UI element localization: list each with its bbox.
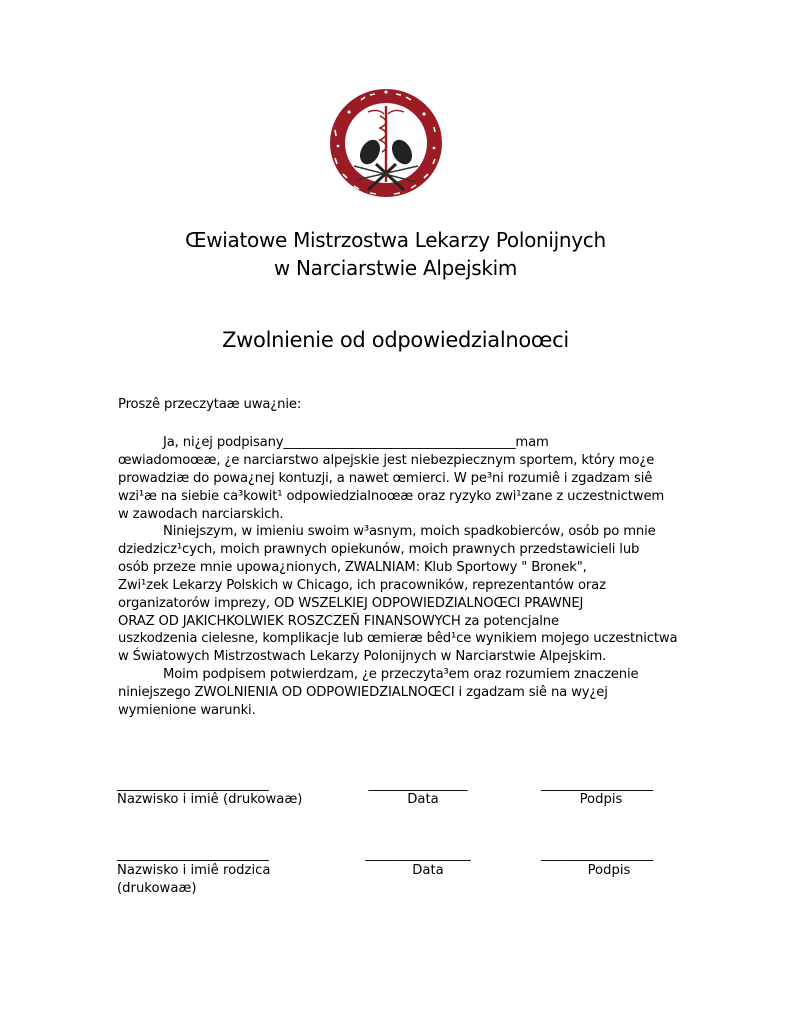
event-title-line-1: Œwiatowe Mistrzostwa Lekarzy Polonijnych — [185, 228, 606, 252]
parent-name-label: Nazwisko i imiê rodzica — [117, 863, 271, 878]
parent-name-label-2: (drukowaæ) — [117, 881, 197, 896]
paragraph-line: Moim podpisem potwierdzam, ¿e przeczyta³em oraz rozumiem znaczenie — [163, 667, 639, 682]
paragraph-line: uszkodzenia cielesne, komplikacje lub œmieræ bêd¹ce wynikiem mojego uczestnictwa — [118, 631, 678, 647]
paragraph-line: organizatorów imprezy, OD WSZELKIEJ ODPOWIEDZIALNOŒCI PRAWNEJ — [118, 595, 584, 611]
signature-date-label: Data — [407, 792, 439, 807]
club-logo — [326, 86, 446, 200]
paragraph-line: wzi¹æ na siebie ca³kowit¹ odpowiedzialnoœæ oraz ryzyko zwi¹zane z uczestnictwem — [118, 488, 665, 504]
paragraph-3 — [118, 666, 678, 720]
paragraph-line: œwiadomoœæ, ¿e narciarstwo alpejskie jest niebezpiecznym sportem, który mo¿e — [118, 452, 655, 468]
parent-sign-line[interactable]: _________________ — [540, 847, 654, 862]
paragraph-line: Zwi¹zek Lekarzy Polskich w Chicago, ich pracowników, reprezentantów oraz — [118, 577, 606, 593]
signature-sign-label: Podpis — [579, 792, 623, 807]
parent-date-line[interactable]: ________________ — [365, 847, 471, 862]
signature-sign-line[interactable]: _________________ — [540, 777, 654, 792]
paragraph-line: Ja, ni¿ej podpisany____________________________________mam — [163, 435, 549, 450]
paragraph-line: niniejszego ZWOLNIENIA OD ODPOWIEDZIALNOŒCI i zgadzam siê na wy¿ej — [118, 684, 608, 700]
paragraph-line: prowadziæ do powa¿nej kontuzji, a nawet œmierci. W pe³ni rozumiê i zgadzam siê — [118, 470, 653, 486]
signature-name-label: Nazwisko i imiê (drukowaæ) — [117, 792, 303, 807]
paragraph-line: w zawodach narciarskich. — [118, 506, 284, 522]
paragraph-line: w Światowych Mistrzostwach Lekarzy Polonijnych w Narciarstwie Alpejskim. — [118, 649, 607, 665]
event-title-line-2: w Narciarstwie Alpejskim — [273, 256, 518, 280]
paragraph-2 — [118, 523, 678, 666]
paragraph-line: Niniejszym, w imieniu swoim w³asnym, moich spadkobierców, osób po mnie — [163, 524, 656, 539]
paragraph-1 — [118, 434, 678, 524]
paragraph-line: wymienione warunki. — [118, 702, 256, 718]
signature-date-line[interactable]: _______________ — [368, 777, 468, 792]
signature-name-line[interactable]: _______________________ — [117, 777, 269, 792]
parent-name-line[interactable]: _______________________ — [117, 847, 269, 862]
parent-date-label: Data — [412, 863, 444, 878]
parent-sign-label: Podpis — [587, 863, 631, 878]
paragraph-line: dziedzicz¹cych, moich prawnych opiekunów, moich prawnych przedstawicieli lub — [118, 541, 640, 557]
instruction-text: Proszê przeczytaæ uwa¿nie: — [118, 397, 302, 412]
club-logo-emblem-icon — [326, 86, 446, 200]
paragraph-line: osób przeze mnie upowa¿nionych, ZWALNIAM: Klub Sportowy " Bronek", — [118, 559, 587, 575]
paragraph-line: ORAZ OD JAKICHKOLWIEK ROSZCZEÑ FINANSOWYCH za potencjalne — [118, 613, 559, 629]
document-subtitle: Zwolnienie od odpowiedzialnoœci — [222, 328, 569, 352]
